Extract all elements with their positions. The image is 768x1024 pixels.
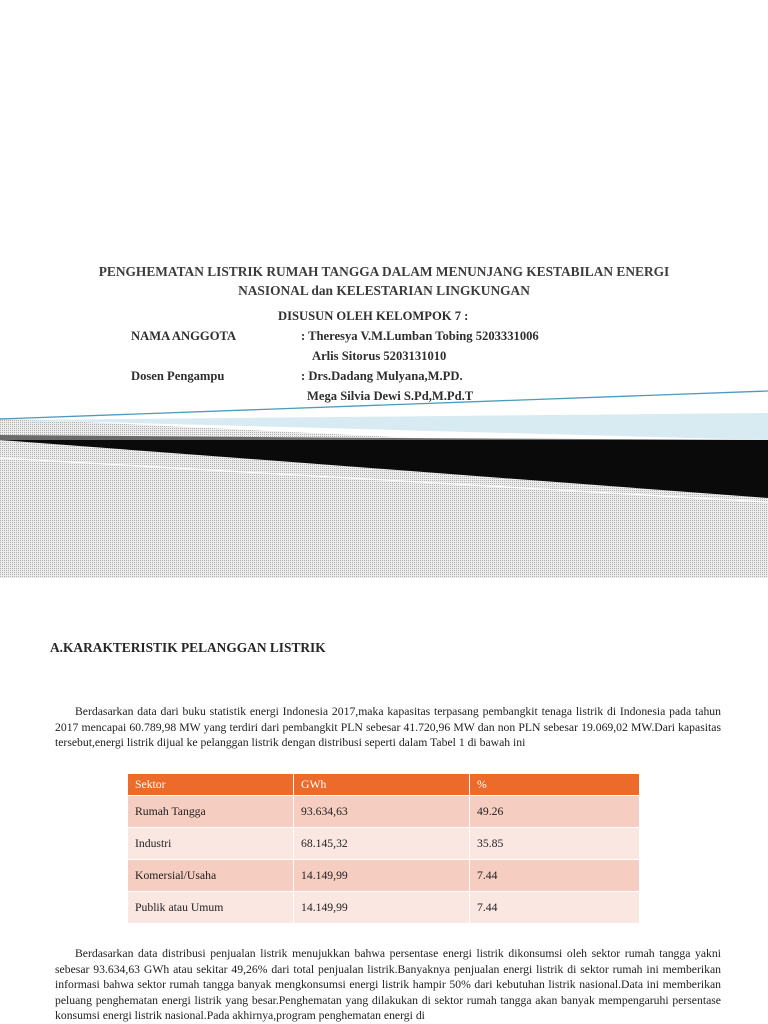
- table-cell-percent: 7.44: [470, 860, 640, 892]
- paragraph-1: [55, 704, 721, 751]
- table-header-row: [128, 774, 640, 796]
- table-cell-percent: 49.26: [470, 796, 640, 828]
- table-header-gwh: GWh: [294, 774, 470, 796]
- table-row: [128, 892, 640, 924]
- table-cell-gwh: 14.149,99: [294, 860, 470, 892]
- table-cell-percent: 7.44: [470, 892, 640, 924]
- table-header-sector: Sektor: [128, 774, 294, 796]
- slide-title-line-1: PENGHEMATAN LISTRIK RUMAH TANGGA DALAM MENUNJANG KESTABILAN ENERGI: [98, 264, 670, 279]
- paragraph-2-text: Berdasarkan data distribusi penjualan listrik menujukkan bahwa persentase energi listrik dikonsumsi oleh sektor rumah tangga yakni sebesar 93.634,63 GWh atau sekitar 49,26% dari total penjualan listrik.Banyaknya penjualan energi listrik di sektor rumah ini memberikan informasi bahwa sektor rumah tangga banyak mengkonsumsi energi listrik hampir 50% dari kebutuhan listrik nasional.Data ini memberikan peluang penghematan energi listrik yang besar.Penghematan yang dilakukan di sektor rumah tangga akan banyak mempengaruhi persentase konsumsi energi listrik nasional.Pada akhirnya,program penghematan energi di: [55, 947, 721, 1022]
- table-cell-sector: Publik atau Umum: [128, 892, 294, 924]
- table-cell-gwh: 68.145,32: [294, 828, 470, 860]
- lecturer-1: : Drs.Dadang Mulyana,M.PD.: [301, 369, 463, 383]
- table-header-percent: %: [470, 774, 640, 796]
- lecturer-2: Mega Silvia Dewi S.Pd,M.Pd.T: [307, 389, 474, 403]
- table-cell-sector: Komersial/Usaha: [128, 860, 294, 892]
- slide-title-line-2: NASIONAL dan KELESTARIAN LINGKUNGAN: [238, 283, 530, 298]
- compiled-by-label: DISUSUN OLEH KELOMPOK 7 :: [278, 309, 469, 323]
- table-cell-gwh: 14.149,99: [294, 892, 470, 924]
- table-row: [128, 828, 640, 860]
- member-1: : Theresya V.M.Lumban Tobing 5203331006: [301, 329, 539, 343]
- table-cell-sector: Rumah Tangga: [128, 796, 294, 828]
- paragraph-2: [55, 946, 721, 1024]
- members-label: NAMA ANGGOTA: [131, 329, 237, 343]
- slide-title: [30, 262, 738, 300]
- table-row: [128, 860, 640, 892]
- table-cell-percent: 35.85: [470, 828, 640, 860]
- table-cell-gwh: 93.634,63: [294, 796, 470, 828]
- lecturer-label: Dosen Pengampu: [131, 369, 225, 383]
- paragraph-1-text: Berdasarkan data dari buku statistik energi Indonesia 2017,maka kapasitas terpasang pembangkit tenaga listrik di Indonesia pada tahun 2017 mencapai 60.789,98 MW yang terdiri dari pembangkit PLN sebesar 41.720,96 MW dan non PLN sebesar 19.069,02 MW.Dari kapasitas tersebut,energi listrik dijual ke pelanggan listrik dengan distribusi seperti dalam Tabel 1 di bawah ini: [55, 705, 721, 749]
- table-cell-sector: Industri: [128, 828, 294, 860]
- slide-decoration: [0, 380, 768, 578]
- sales-distribution-table: [128, 774, 640, 923]
- table-row: [128, 796, 640, 828]
- member-2: Arlis Sitorus 5203131010: [312, 349, 447, 363]
- section-heading: A.KARAKTERISTIK PELANGGAN LISTRIK: [50, 640, 326, 655]
